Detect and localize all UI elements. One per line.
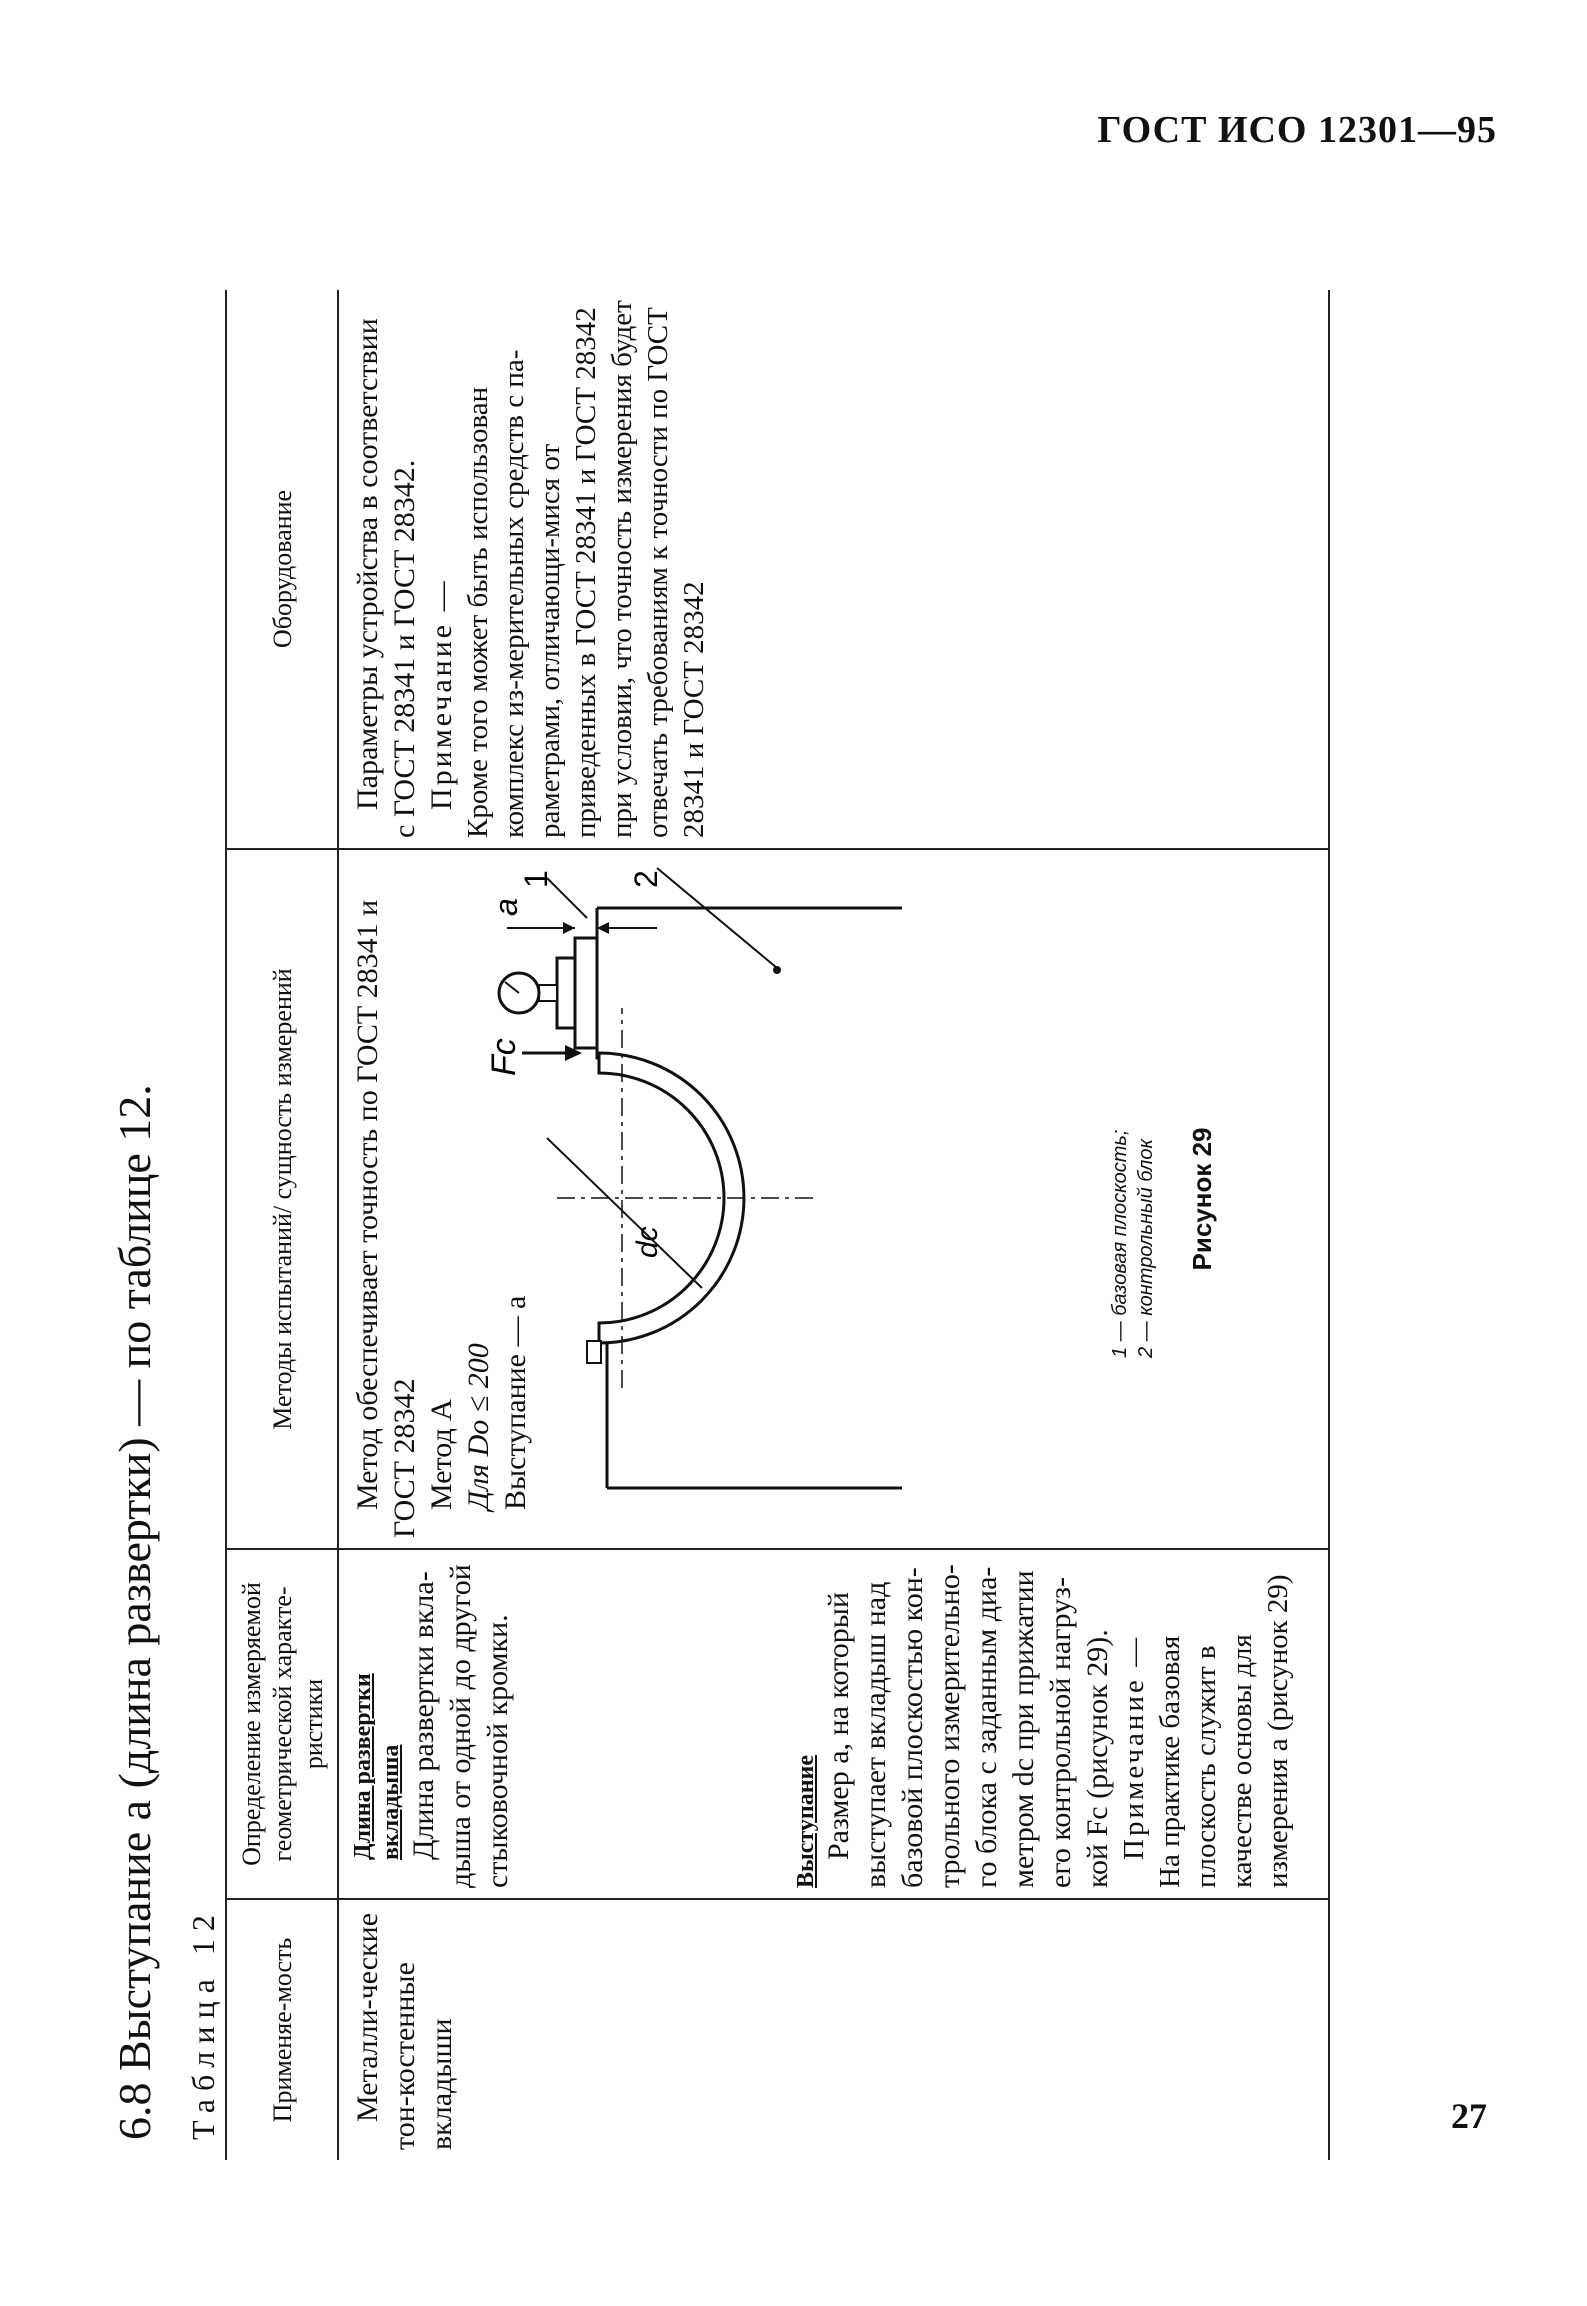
- label-2: 2: [628, 870, 664, 888]
- definition-protrusion-text: Размер a, на который выступает вкладыш над базовой плоскостью кон-трольного измерительно-го блока с заданным диа-метром dc при прижатии его контрольной нагруз-кой Fc (рисунок 29).: [822, 1564, 1114, 1888]
- header-equipment: Оборудование: [267, 489, 297, 649]
- figure-legend: 1 — базовая плоскость; 2 — контрольный блок: [1109, 1129, 1157, 1358]
- header-definition: Определение измеряемой геометрической характе-ристики: [236, 1582, 328, 1866]
- equipment-note-text: Кроме того может быть использован комплекс из-мерительных средств с па-раметрами, отличающи-мися от приведенных в ГОСТ 28341 и ГОСТ 28342 при условии, что точность измерения будет отвечать требованиям к точности по ГОСТ 28341 и ГОСТ 28342: [462, 300, 710, 838]
- definition-protrusion: [792, 1560, 1296, 1888]
- column-equipment: [227, 290, 1328, 850]
- method-accuracy: Метод обеспечивает точность по ГОСТ 28341 и ГОСТ 28342: [351, 899, 421, 1538]
- definition-length-text: Длина развертки вкла-дыша от одной до другой стыковочной кромки.: [407, 1564, 514, 1888]
- definition-length: [349, 1560, 516, 1888]
- header-applicability: Применяе-мость: [267, 1937, 297, 2123]
- definition-note-label: Примечание —: [1118, 1634, 1150, 1860]
- column-method: [227, 850, 1328, 1550]
- label-a: a: [488, 898, 524, 916]
- rotated-page-content: [105, 290, 1335, 2160]
- document-code: ГОСТ ИСО 12301—95: [1097, 109, 1497, 151]
- table-label: Таблица 12: [185, 1907, 221, 2140]
- method-diameter-range: Для Do ≤ 200: [462, 1343, 495, 1510]
- column-definition: [227, 1550, 1328, 1900]
- label-1: 1: [518, 870, 554, 888]
- definition-note-text: На практике базовая плоскость служит в качестве основы для измерения a (рисунок 29): [1154, 1574, 1294, 1888]
- section-title: 6.8 Выступание a (длина развертки) — по таблице 12.: [109, 1084, 160, 2140]
- label-dc: dc: [631, 1226, 664, 1258]
- subheading-protrusion: Выступание: [793, 1754, 819, 1888]
- applicability-text: Металли-ческие тон-костенные вкладыши: [351, 1912, 458, 2150]
- figure-title: Рисунок 29: [1187, 1127, 1217, 1271]
- column-applicability: [227, 1900, 1328, 2160]
- header-method: Методы испытаний/ сущность измерений: [267, 968, 297, 1430]
- table-12: [225, 290, 1330, 2160]
- label-fc: Fc: [485, 1038, 523, 1076]
- method-name: Метод А: [425, 1399, 458, 1510]
- equipment-text: [349, 300, 712, 838]
- equipment-note-label: Примечание —: [425, 578, 458, 810]
- equipment-params: Параметры устройства в соответствии с ГОСТ 28341 и ГОСТ 28342.: [351, 318, 421, 838]
- method-protrusion: Выступание — a: [499, 1295, 532, 1510]
- page-number: 27: [1451, 2096, 1487, 2136]
- subheading-length: Длина развертки вкладыша: [350, 1673, 404, 1860]
- method-text: [349, 860, 534, 1538]
